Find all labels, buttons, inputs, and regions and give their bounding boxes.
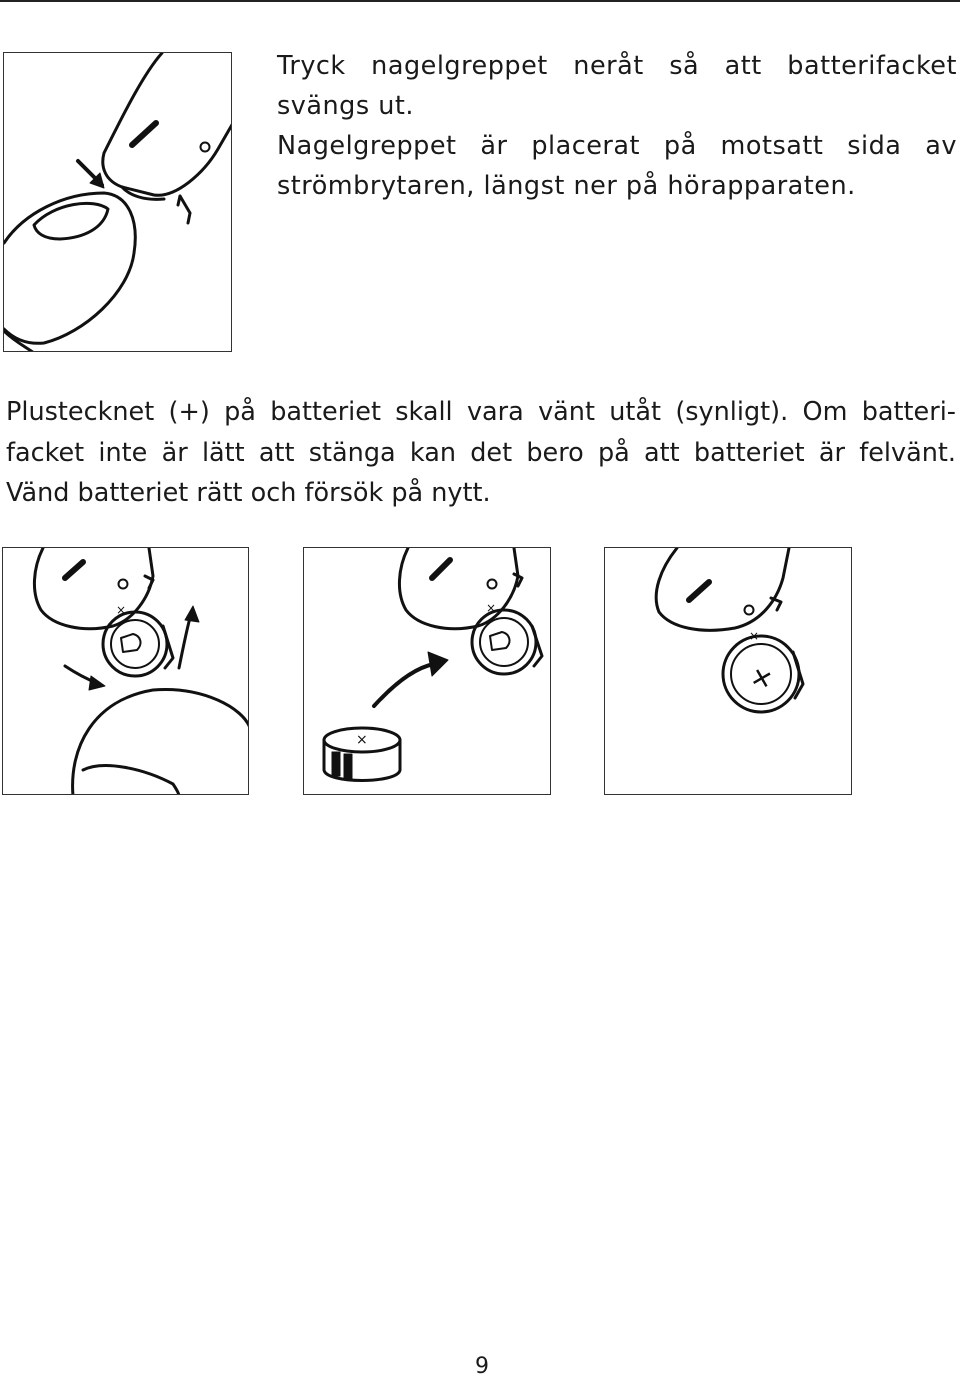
door-minus-mark: ×: [486, 601, 497, 615]
instruction-open-battery-door: [277, 46, 957, 206]
open-battery-door-drawing: [4, 53, 232, 352]
illustration-door-swung-open: [2, 547, 249, 795]
instruction1-line-2: svängs ut.: [277, 91, 415, 121]
instruction1-line-4: strömbrytaren, längst ner på hörapparaten.: [277, 171, 856, 201]
page-number: 9: [475, 1354, 489, 1379]
instruction2-line-3: Vänd batteriet rätt och försök på nytt.: [6, 478, 491, 508]
instruction2-line-1: Plustecknet (+) på batteriet skall vara vänt utåt (synligt). Om batteri-: [6, 397, 956, 427]
illustration-open-battery-door: [3, 52, 232, 352]
instruction1-line-3: Nagelgreppet är placerat på motsatt sida av: [277, 131, 957, 161]
battery-plus-visible-drawing: [605, 548, 852, 795]
battery-plus-mark: +: [742, 656, 782, 700]
battery-minus-mark: ×: [356, 732, 368, 748]
door-minus-mark: ×: [749, 629, 760, 643]
illustration-battery-plus-visible: [604, 547, 852, 795]
instruction1-line-1: Tryck nagelgreppet neråt så att batterifacket: [277, 51, 957, 81]
instruction2-line-2: facket inte är lätt att stänga kan det bero på att batteriet är felvänt.: [6, 437, 956, 468]
instruction-battery-orientation: [6, 392, 956, 514]
insert-battery-drawing: [304, 548, 551, 795]
top-rule: [0, 0, 960, 2]
illustration-insert-battery: [303, 547, 551, 795]
door-swung-open-drawing: [3, 548, 249, 795]
door-minus-mark: ×: [116, 603, 127, 617]
